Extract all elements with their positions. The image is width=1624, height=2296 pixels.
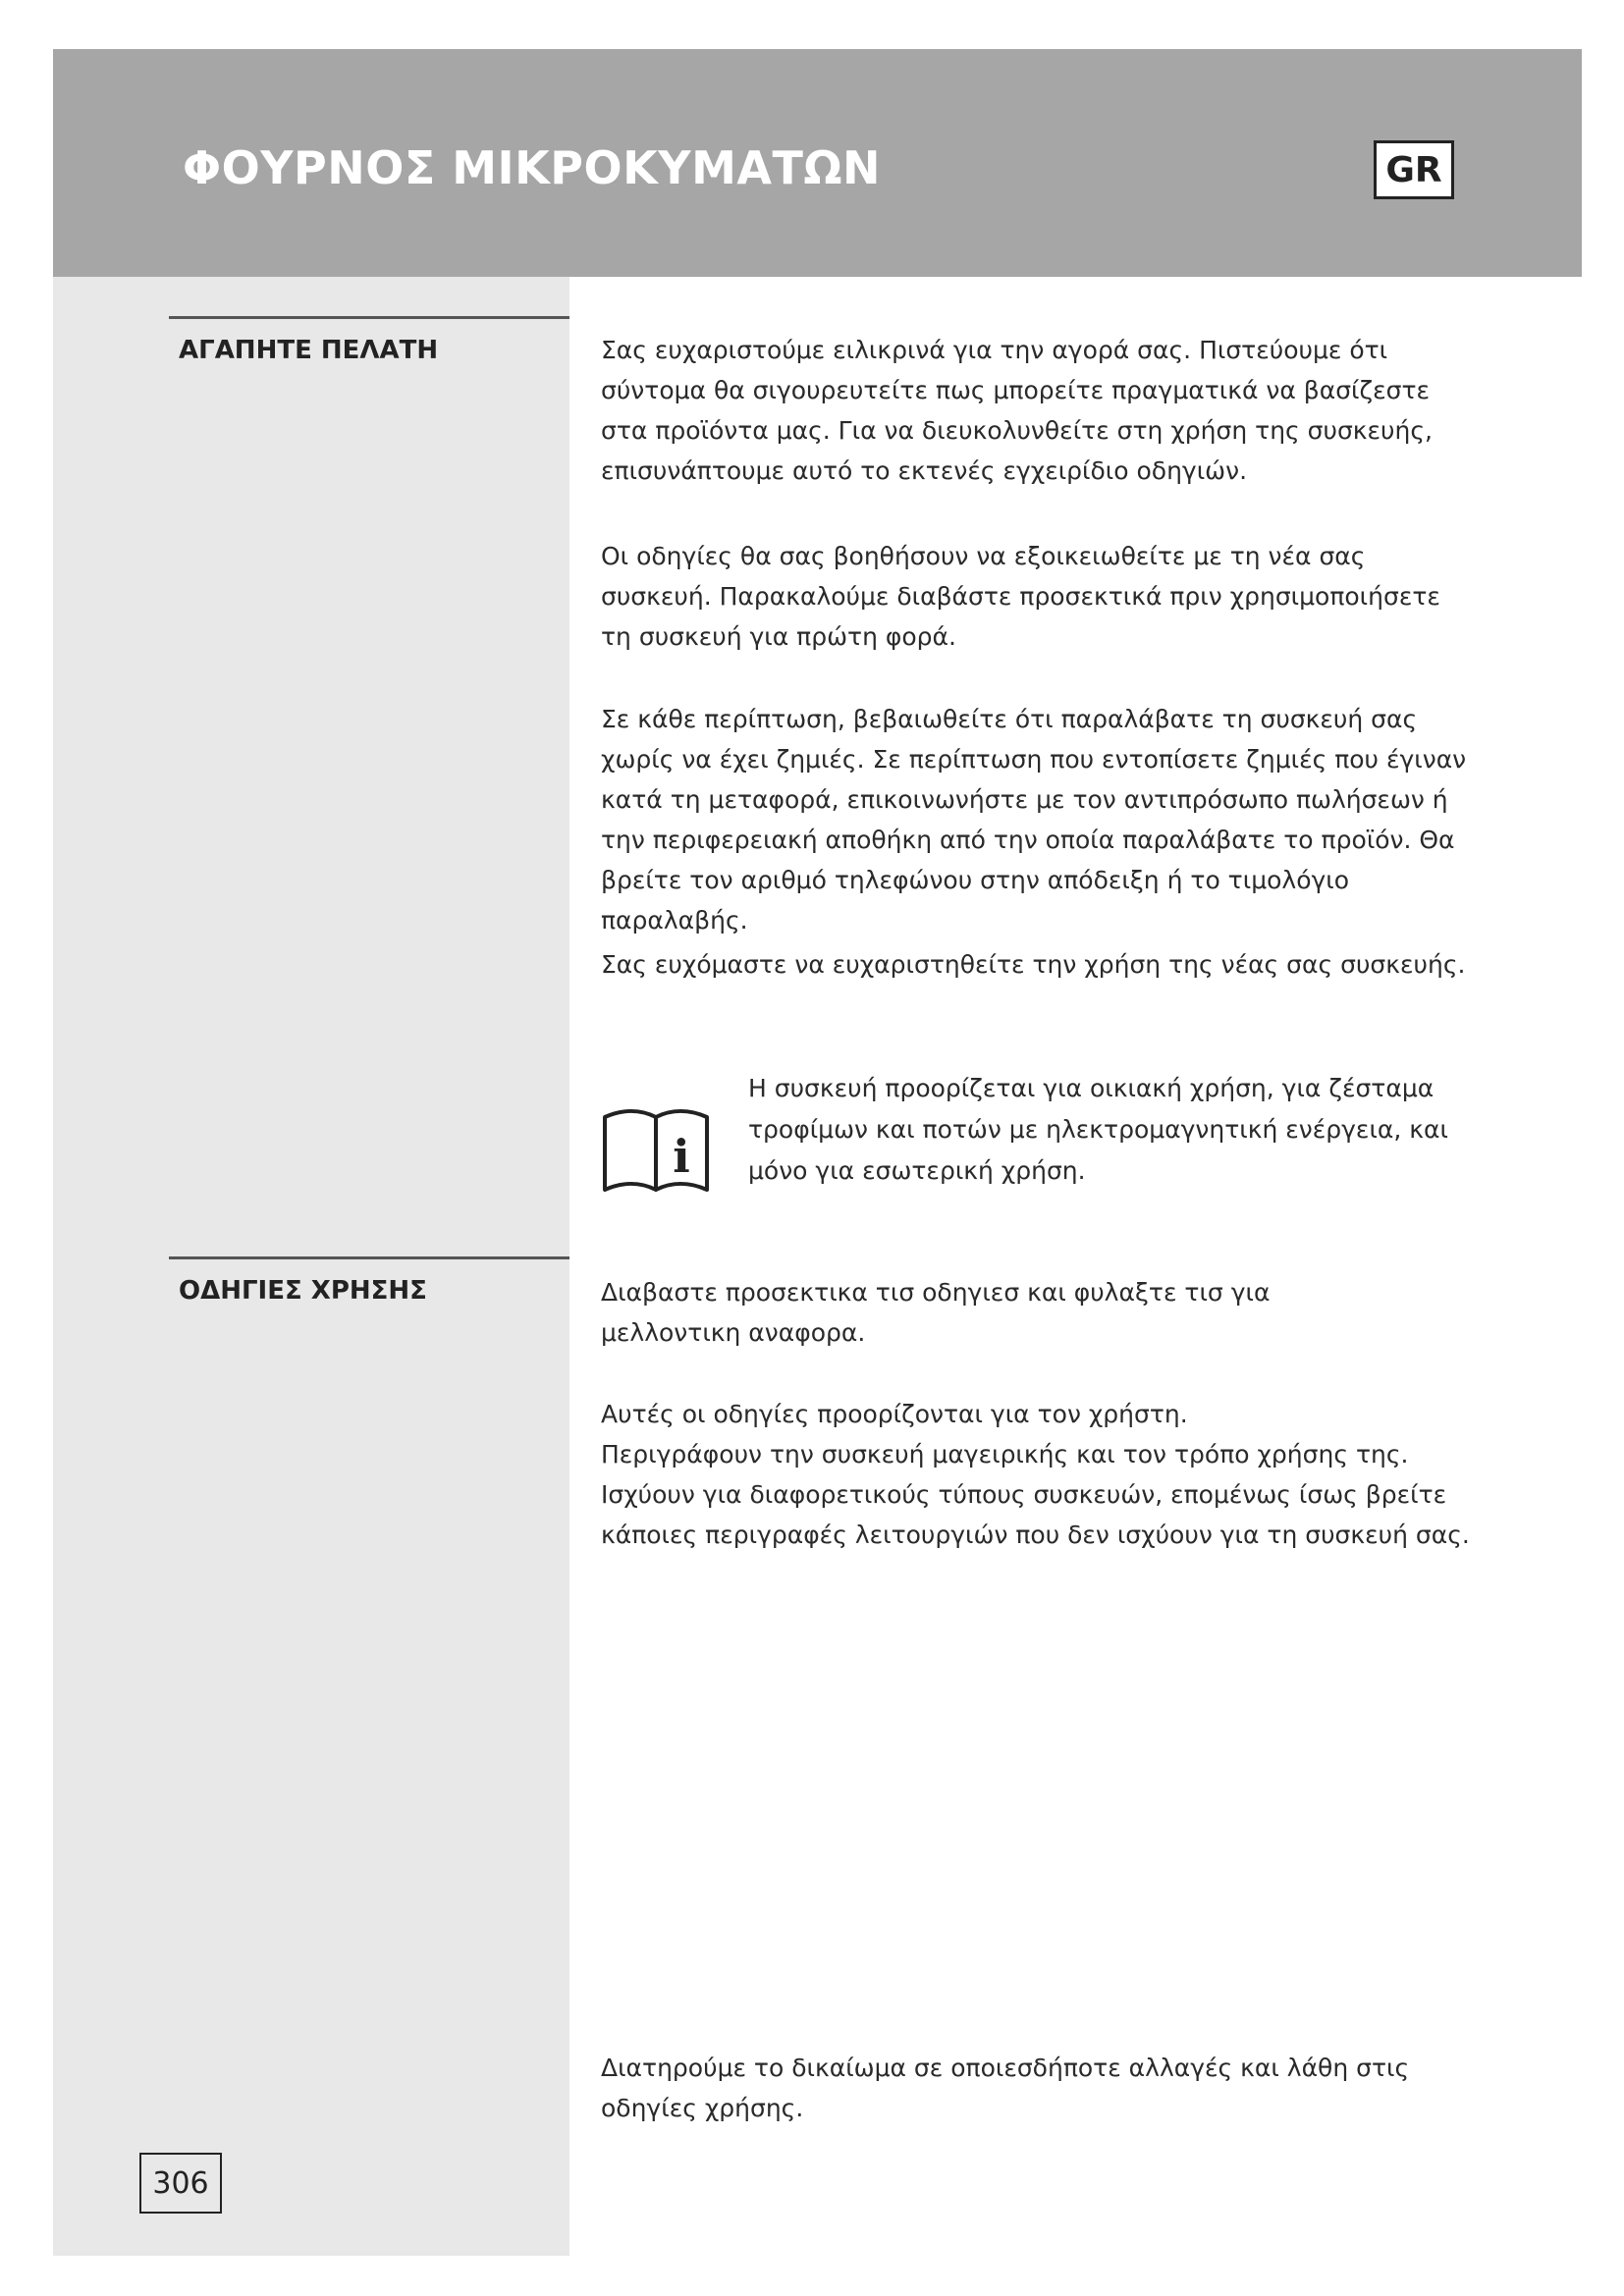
- page-number: 306: [139, 2153, 222, 2214]
- disclaimer-text: Διατηρούμε το δικαίωμα σε οποιεσδήποτε αλλαγές και λάθη στις οδηγίες χρήσης.: [601, 2054, 1410, 2122]
- page-title: ΦΟΥΡΝΟΣ ΜΙΚΡΟΚΥΜΑΤΩΝ: [183, 141, 881, 194]
- section-heading-usage-instructions: ΟΔΗΓΙΕΣ ΧΡΗΣΗΣ: [179, 1276, 427, 1306]
- damage-check-paragraph: Σε κάθε περίπτωση, βεβαιωθείτε ότι παραλάβατε τη συσκευή σας χωρίς να έχει ζημιές. Σε περίπτωση που εντοπίσετε ζημιές που έγιναν κατά τη μεταφορά, επικοινωνήστε με τον αντιπρόσωπο πωλήσεων ή την περιφερειακή αποθήκη από την οποία παραλάβατε το προϊόν. Θα βρείτε τον αριθμό τηλεφώνου στην απόδειξη ή το τιμολόγιο παραλαβής.: [601, 705, 1467, 934]
- manual-info-icon: [601, 1107, 711, 1194]
- section-divider: [169, 1256, 569, 1259]
- left-sidebar: [53, 277, 569, 2256]
- svg-text:i: i: [673, 1130, 690, 1183]
- language-badge: GR: [1374, 140, 1454, 199]
- section-heading-dear-customer: ΑΓΑΠΗΤΕ ΠΕΛΑΤΗ: [179, 336, 439, 365]
- section-divider: [169, 316, 569, 319]
- instructions-paragraph: Οι οδηγίες θα σας βοηθήσουν να εξοικειωθείτε με τη νέα σας συσκευή. Παρακαλούμε διαβάστε προσεκτικά πριν χρησιμοποιήσετε τη συσκευή για πρώτη φορά.: [601, 542, 1440, 651]
- enjoy-paragraph: Σας ευχόμαστε να ευχαριστηθείτε την χρήση της νέας σας συσκευής.: [601, 950, 1466, 979]
- read-carefully-paragraph: Διαβαστε προσεκτικα τισ οδηγιεσ και φυλαξτε τισ για μελλοντικη αναφορα.: [601, 1278, 1271, 1347]
- info-note: Η συσκευή προορίζεται για οικιακή χρήση, για ζέσταμα τροφίμων και ποτών με ηλεκτρομαγνητική ενέργεια, και μόνο για εσωτερική χρήση.: [748, 1074, 1448, 1185]
- intro-paragraph: Σας ευχαριστούμε ειλικρινά για την αγορά σας. Πιστεύουμε ότι σύντομα θα σιγουρευτείτε πως μπορείτε πραγματικά να βασίζεστε στα προϊόντα μας. Για να διευκολυνθείτε στη χρήση της συσκευής, επισυνάπτουμε αυτό το εκτενές εγχειρίδιο οδηγιών.: [601, 336, 1433, 485]
- user-instructions-paragraph: Αυτές οι οδηγίες προορίζονται για τον χρήστη. Περιγράφουν την συσκευή μαγειρικής και τον τρόπο χρήσης της. Ισχύουν για διαφορετικούς τύπους συσκευών, επομένως ίσως βρείτε κάποιες περιγραφές λειτουργιών που δεν ισχύουν για τη συσκευή σας.: [601, 1400, 1470, 1549]
